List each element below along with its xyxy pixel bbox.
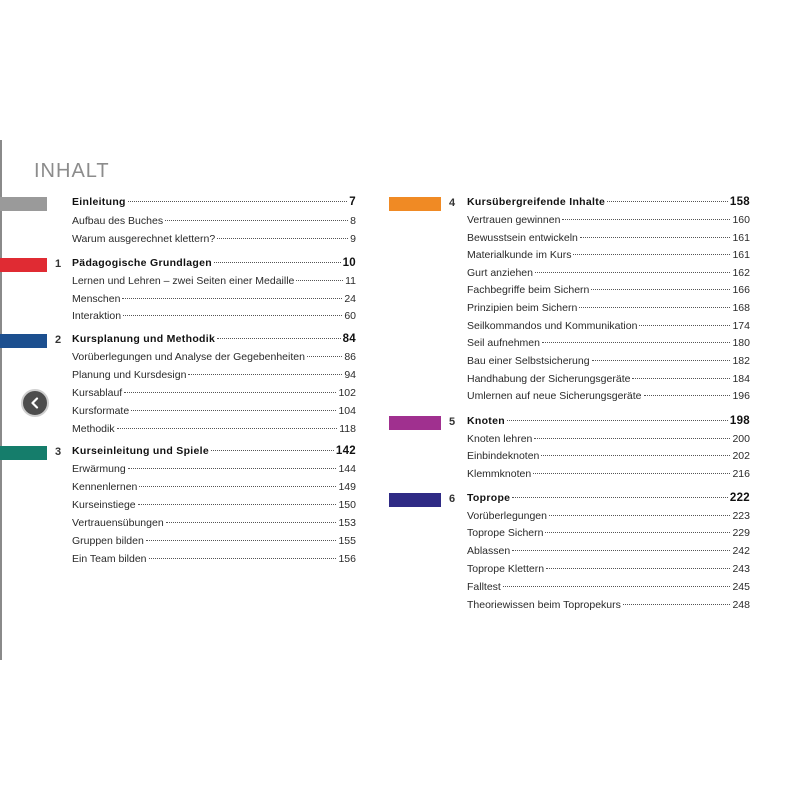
toc-entry[interactable]: Falltest 245 [467,581,750,593]
toc-entry[interactable]: Theoriewissen beim Topropekurs 248 [467,599,750,611]
section-number: 2 [54,334,62,346]
toc-entry[interactable]: Handhabung der Sicherungsgeräte 184 [467,373,750,385]
toc-entry[interactable]: Vorüberlegungen und Analyse der Gegebenheiten 86 [72,351,356,363]
toc-entry[interactable]: Kennenlernen 149 [72,481,356,493]
toc-entry[interactable]: Menschen 24 [72,293,356,305]
section-number: 1 [54,258,62,270]
toc-section-intro[interactable] [72,196,356,212]
toc-entry[interactable]: Planung und Kursdesign 94 [72,369,356,381]
toc-entry[interactable]: Seilkommandos und Kommunikation 174 [467,320,750,332]
section-color-bar [0,197,47,211]
toc-entry[interactable]: Prinzipien beim Sichern 168 [467,302,750,314]
toc-entry[interactable]: Vertrauen gewinnen 160 [467,214,750,226]
toc-entry[interactable]: Methodik 118 [72,423,356,435]
toc-section-6[interactable]: Toprope 222 [467,492,750,504]
toc-entry[interactable]: Einbindeknoten 202 [467,450,750,462]
section-number: 5 [448,416,456,428]
toc-entry[interactable]: Aufbau des Buches 8 [72,215,356,227]
section-color-bar [0,446,47,460]
toc-entry[interactable]: Seil aufnehmen 180 [467,337,750,349]
previous-page-button[interactable] [21,389,49,417]
section-color-bar [389,493,441,507]
section-number: 3 [54,446,62,458]
section-color-bar [389,197,441,211]
toc-entry[interactable]: Ablassen 242 [467,545,750,557]
section-color-bar [0,258,47,272]
toc-entry[interactable]: Interaktion 60 [72,310,356,322]
toc-entry[interactable]: Gruppen bilden 155 [72,535,356,547]
section-color-bar [0,334,47,348]
section-page: 7 [349,196,356,208]
toc-entry[interactable]: Lernen und Lehren – zwei Seiten einer Medaille 11 [72,275,356,287]
toc-section-3[interactable]: Kurseinleitung und Spiele 142 [72,445,356,457]
toc-entry[interactable]: Klemmknoten 216 [467,468,750,480]
toc-entry[interactable]: Bau einer Selbstsicherung 182 [467,355,750,367]
section-title: Einleitung [72,196,126,208]
toc-entry[interactable]: Kursformate 104 [72,405,356,417]
section-number: 6 [448,493,456,505]
section-color-bar [389,416,441,430]
toc-entry[interactable]: Umlernen auf neue Sicherungsgeräte 196 [467,390,750,402]
page-title: INHALT [34,160,110,182]
toc-entry[interactable]: Warum ausgerechnet klettern? 9 [72,233,356,245]
toc-entry[interactable]: Fachbegriffe beim Sichern 166 [467,284,750,296]
toc-entry[interactable]: Vorüberlegungen 223 [467,510,750,522]
toc-section-5[interactable]: Knoten 198 [467,415,750,427]
section-number: 4 [448,197,456,209]
toc-entry[interactable]: Gurt anziehen 162 [467,267,750,279]
toc-entry[interactable]: Erwärmung 144 [72,463,356,475]
chevron-left-icon [29,397,41,409]
toc-entry[interactable]: Vertrauensübungen 153 [72,517,356,529]
toc-section-1[interactable]: Pädagogische Grundlagen 10 [72,257,356,269]
toc-section-2[interactable]: Kursplanung und Methodik 84 [72,333,356,345]
toc-entry[interactable]: Toprope Klettern 243 [467,563,750,575]
toc-entry[interactable]: Knoten lehren 200 [467,433,750,445]
page-edge [0,140,2,660]
toc-entry[interactable]: Ein Team bilden 156 [72,553,356,565]
toc-entry[interactable]: Kurseinstiege 150 [72,499,356,511]
toc-entry[interactable]: Toprope Sichern 229 [467,527,750,539]
toc-entry[interactable]: Bewusstsein entwickeln 161 [467,232,750,244]
toc-entry[interactable]: Kursablauf 102 [72,387,356,399]
toc-section-4[interactable]: Kursübergreifende Inhalte 158 [467,196,750,208]
toc-entry[interactable]: Materialkunde im Kurs 161 [467,249,750,261]
